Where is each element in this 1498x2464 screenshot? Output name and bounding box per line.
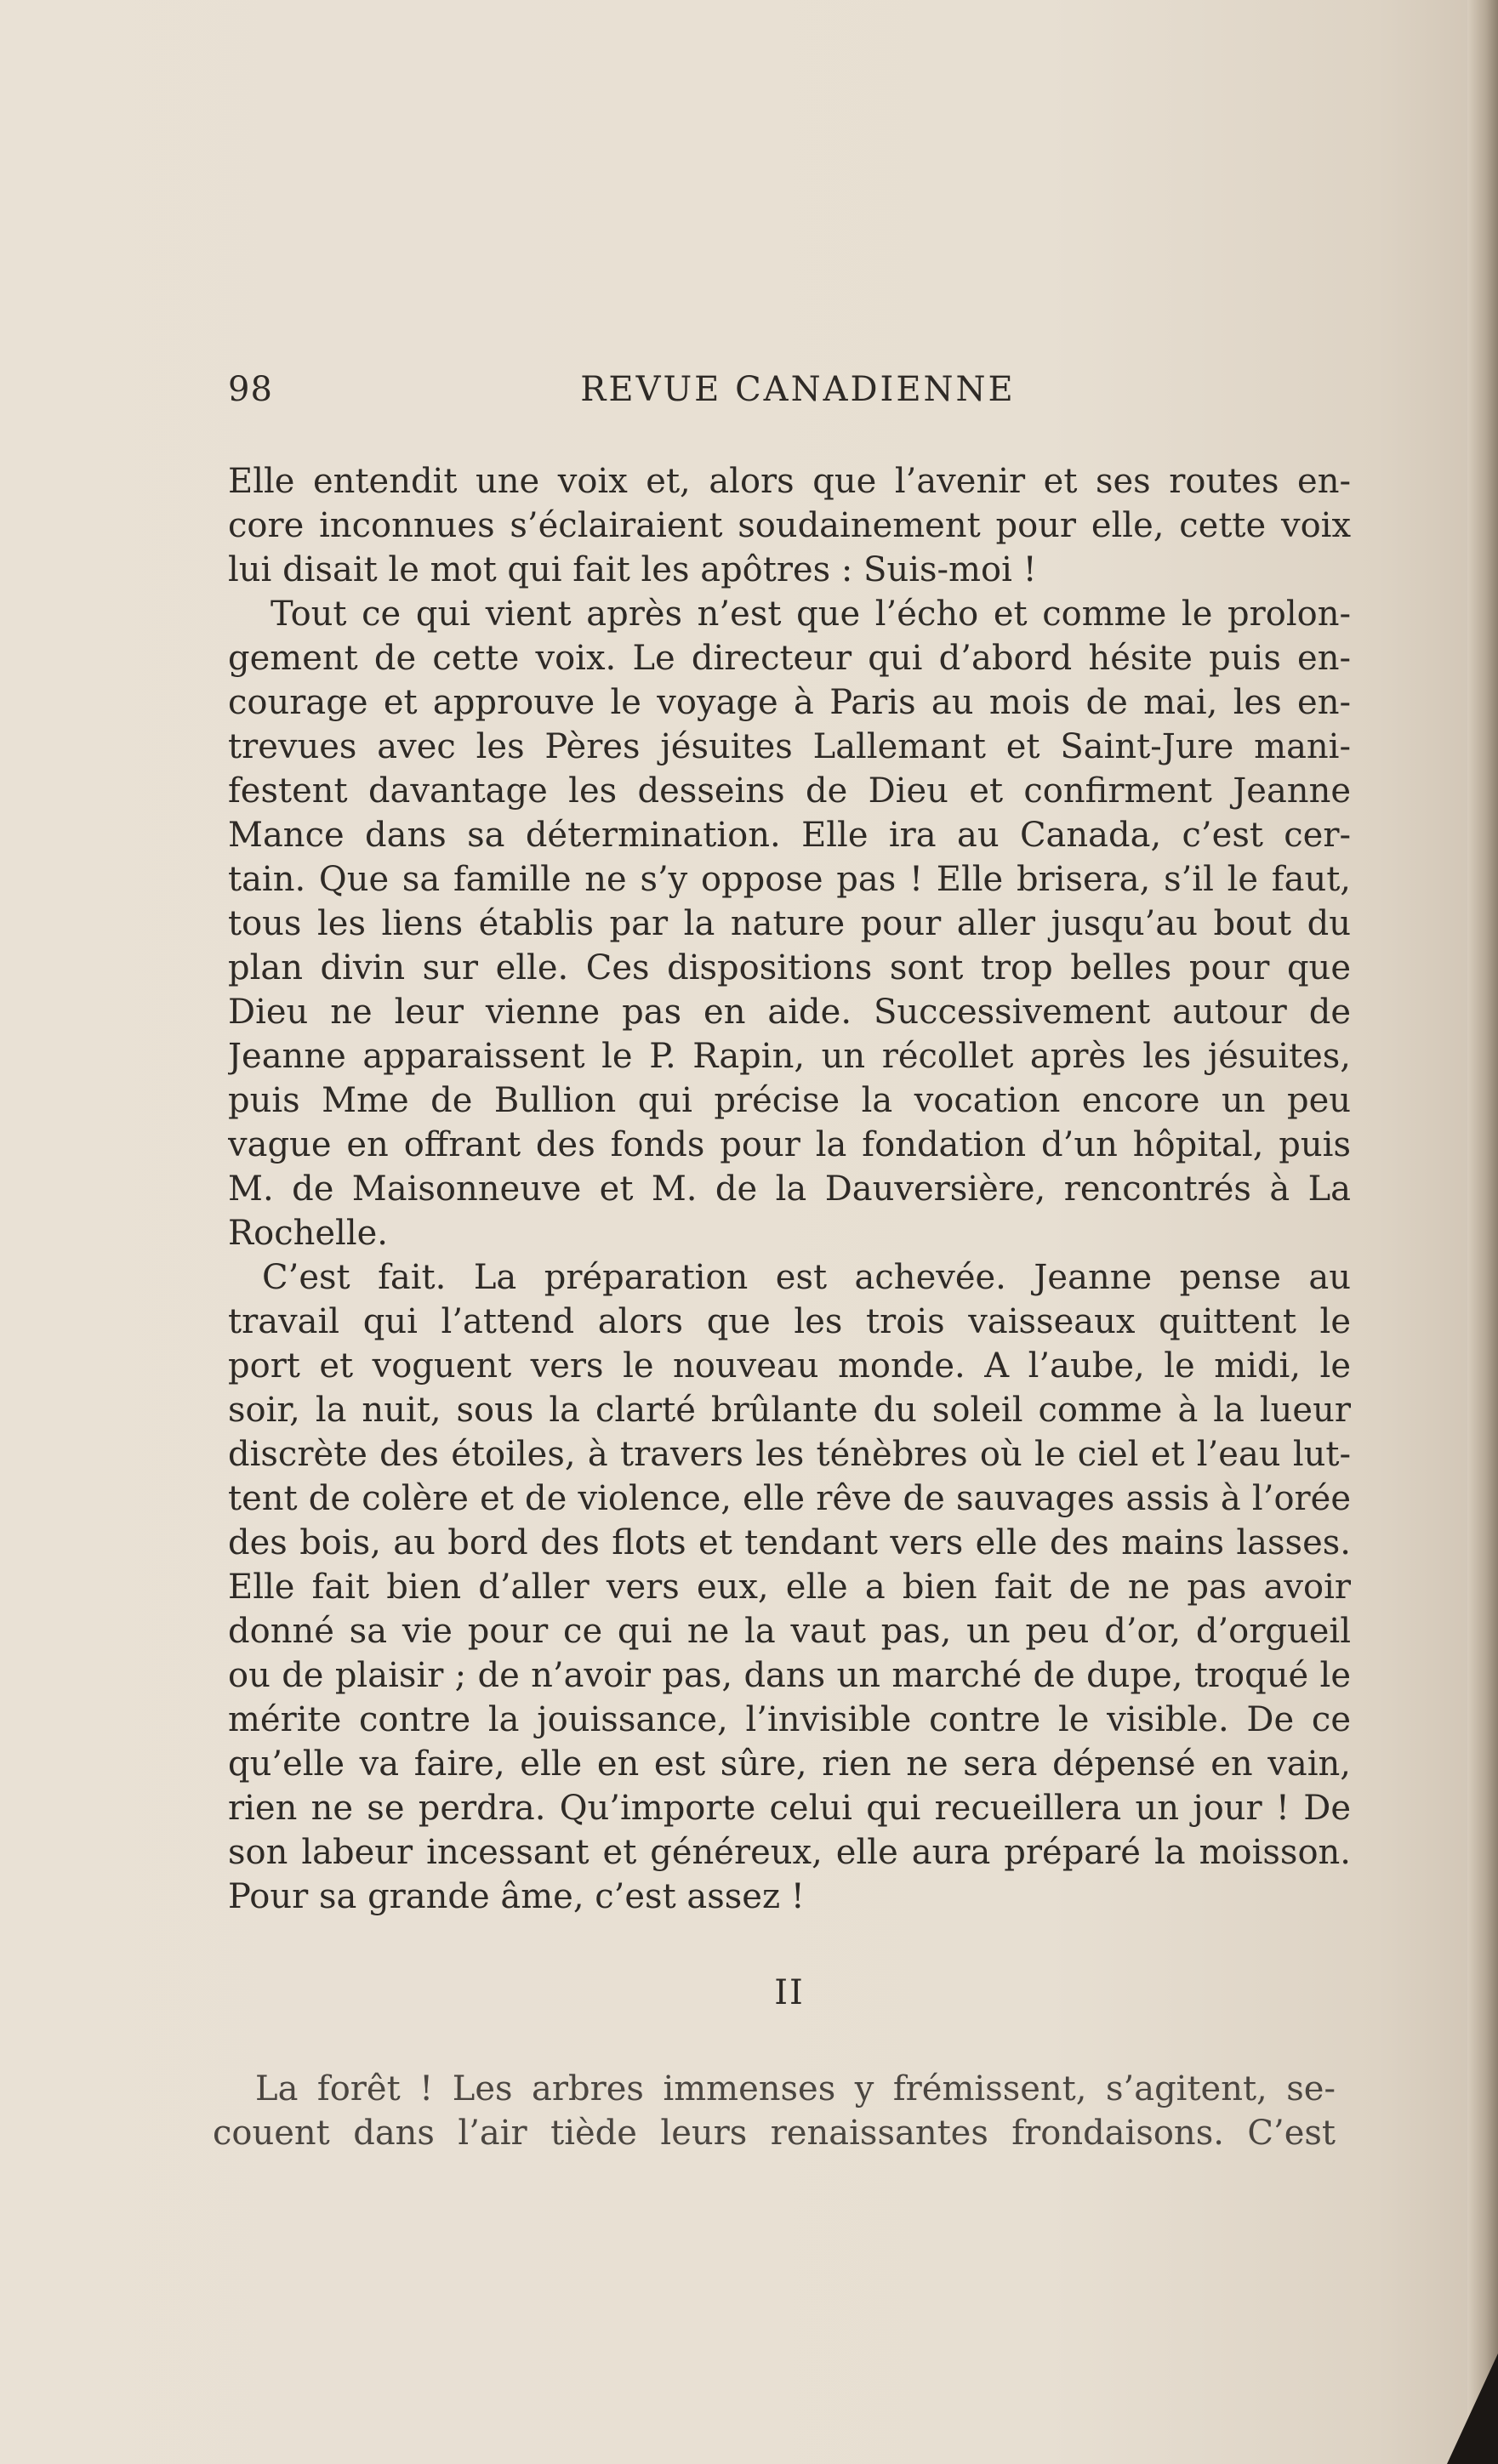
text-line: trevues avec les Pères jésuites Lallemant et Saint-Jure mani- — [228, 727, 1351, 766]
text-line: M. de Maisonneuve et M. de la Dauversière, rencontrés à La — [228, 1169, 1351, 1209]
text-line: mérite contre la jouissance, l’invisible contre le visible. De ce — [228, 1700, 1351, 1739]
text-line: tain. Que sa famille ne s’y oppose pas ! Elle brisera, s’il le faut, — [228, 860, 1351, 899]
text-line: discrète des étoiles, à travers les ténèbres où le ciel et l’eau lut- — [228, 1435, 1351, 1474]
text-line: rien ne se perdra. Qu’importe celui qui recueillera un jour ! De — [228, 1789, 1351, 1828]
text-line: courage et approuve le voyage à Paris au mois de mai, les en- — [228, 683, 1351, 722]
text-line: Dieu ne leur vienne pas en aide. Successivement autour de — [228, 993, 1351, 1032]
text-line: des bois, au bord des flots et tendant vers elle des mains lasses. — [228, 1523, 1351, 1562]
section-text — [213, 2067, 1336, 2155]
text-line: Elle entendit une voix et, alors que l’avenir et ses routes en- — [228, 462, 1351, 501]
text-line: La forêt ! Les arbres immenses y frémissent, s’agitent, se- — [255, 2069, 1336, 2108]
text-line: qu’elle va faire, elle en est sûre, rien ne sera dépensé en vain, — [228, 1744, 1351, 1784]
text-line: gement de cette voix. Le directeur qui d’abord hésite puis en- — [228, 639, 1351, 678]
text-line: festent davantage les desseins de Dieu et confirment Jeanne — [228, 771, 1351, 811]
text-line: couent dans l’air tiède leurs renaissantes frondaisons. C’est — [213, 2114, 1336, 2153]
text-line: Rochelle. — [228, 1214, 389, 1253]
text-line: donné sa vie pour ce qui ne la vaut pas, un peu d’or, d’orgueil — [228, 1612, 1351, 1651]
text-line: ou de plaisir ; de n’avoir pas, dans un marché de dupe, troqué le — [228, 1656, 1351, 1695]
text-line: plan divin sur elle. Ces dispositions sont trop belles pour que — [228, 948, 1351, 987]
text-line: tent de colère et de violence, elle rêve de sauvages assis à l’orée — [228, 1479, 1351, 1518]
text-line: port et voguent vers le nouveau monde. A l’aube, le midi, le — [228, 1346, 1351, 1386]
page-number: 98 — [228, 370, 273, 409]
text-line: Pour sa grande âme, c’est assez ! — [228, 1877, 805, 1916]
running-title: REVUE CANADIENNE — [580, 370, 1016, 409]
text-line: vague en offrant des fonds pour la fondation d’un hôpital, puis — [228, 1125, 1351, 1164]
page-edge-shadow — [1467, 0, 1498, 2464]
text-line: Tout ce qui vient après n’est que l’écho et comme le prolon- — [271, 595, 1351, 634]
body-text — [228, 459, 1351, 1919]
corner-mark — [1447, 2353, 1498, 2464]
text-line: soir, la nuit, sous la clarté brûlante du soleil comme à la lueur — [228, 1391, 1351, 1430]
text-line: lui disait le mot qui fait les apôtres : Suis-moi ! — [228, 550, 1037, 589]
text-line: tous les liens établis par la nature pour aller jusqu’au bout du — [228, 904, 1351, 943]
text-line: core inconnues s’éclairaient soudainement pour elle, cette voix — [228, 506, 1351, 545]
text-line: puis Mme de Bullion qui précise la vocation encore un peu — [228, 1081, 1351, 1120]
text-line: C’est fait. La préparation est achevée. Jeanne pense au — [262, 1258, 1351, 1297]
text-line: Mance dans sa détermination. Elle ira au Canada, c’est cer- — [228, 816, 1351, 855]
text-line: Jeanne apparaissent le P. Rapin, un récollet après les jésuites, — [228, 1037, 1351, 1076]
text-line: travail qui l’attend alors que les trois vaisseaux quittent le — [228, 1302, 1351, 1341]
text-line: son labeur incessant et généreux, elle aura préparé la moisson. — [228, 1833, 1351, 1872]
section-number: II — [774, 1973, 805, 2012]
text-line: Elle fait bien d’aller vers eux, elle a bien fait de ne pas avoir — [228, 1568, 1351, 1607]
page-header — [228, 370, 1368, 421]
